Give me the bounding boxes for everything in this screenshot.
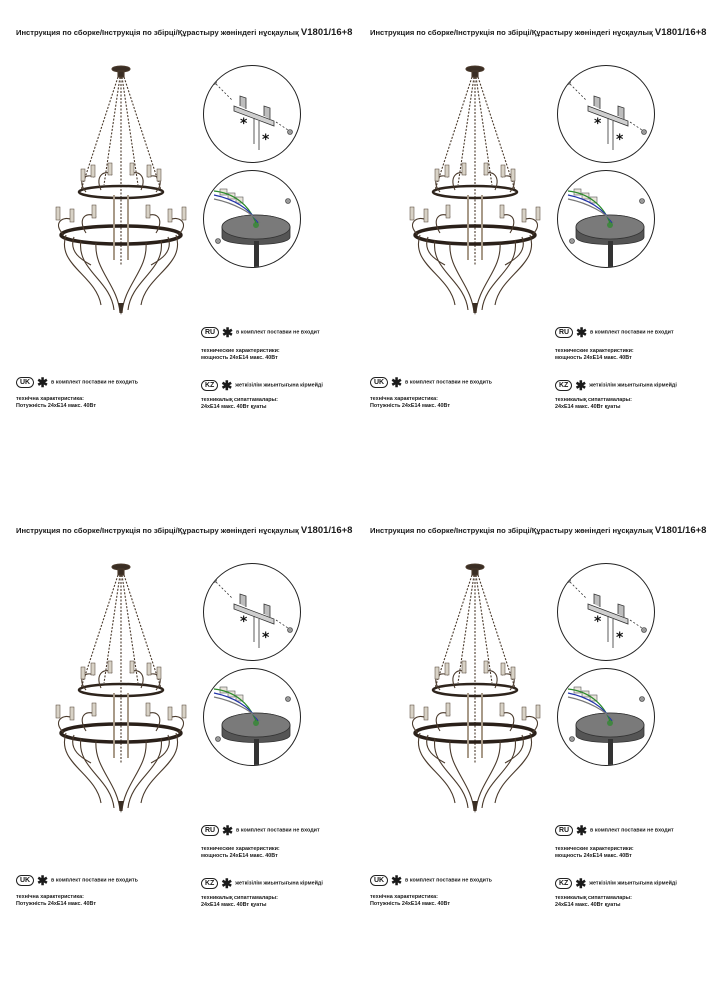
ru-spec-value: мощность 24хЕ14 макс. 40Вт — [555, 354, 632, 361]
ru-badge: RU — [555, 327, 573, 338]
ru-spec — [201, 846, 280, 859]
ru-spec-value: мощность 24хЕ14 макс. 40Вт — [201, 852, 278, 859]
ru-spec-title: технические характеристики: — [201, 348, 280, 354]
uk-badge: UK — [16, 377, 34, 388]
svg-text:*: * — [594, 614, 602, 630]
asterisk-icon: ✱ — [391, 375, 403, 390]
mounting-bracket-diagram — [203, 65, 301, 163]
ru-spec-title: технические характеристики: — [201, 846, 280, 852]
instruction-panel — [16, 27, 356, 507]
svg-text:*: * — [262, 630, 270, 646]
model-code: V1801/16+8 — [654, 525, 707, 536]
uk-badge: UK — [370, 875, 388, 886]
uk-note: в комплект поставки не входить — [405, 379, 492, 386]
mounting-bracket-diagram — [557, 563, 655, 661]
ru-badge: RU — [201, 825, 219, 836]
kz-note-row — [201, 878, 323, 889]
kz-note: жеткізілім жиынтығына кірмейді — [589, 880, 677, 887]
chandelier-image — [46, 65, 196, 315]
ru-spec-value: мощность 24хЕ14 макс. 40Вт — [555, 852, 632, 859]
svg-text:*: * — [594, 116, 602, 132]
ru-spec-value: мощность 24хЕ14 макс. 40Вт — [201, 354, 278, 361]
uk-spec — [370, 894, 450, 907]
uk-note-row — [370, 875, 492, 886]
kz-spec-title: техникалық сипаттамалары: — [555, 397, 632, 403]
asterisk-icon: ✱ — [222, 325, 234, 340]
ru-badge: RU — [201, 327, 219, 338]
uk-spec-value: Потужність 24хЕ14 макс. 40Вт — [370, 900, 450, 907]
kz-spec-value: 24хЕ14 макс. 40Вт қуаты — [201, 901, 267, 908]
asterisk-icon: ✱ — [222, 823, 234, 838]
uk-note-row — [370, 377, 492, 388]
uk-spec-title: технічна характеристика: — [370, 894, 438, 900]
ru-note: в комплект поставки не входит — [236, 329, 320, 336]
svg-text:*: * — [262, 132, 270, 148]
asterisk-icon: ✱ — [221, 876, 233, 891]
kz-badge: KZ — [555, 878, 572, 889]
ru-note-row — [555, 825, 674, 836]
title-text: Инструкция по сборке/Інструкція по збірці/Құрастыру жөніндегі нұсқаулық — [370, 28, 653, 37]
uk-note: в комплект поставки не входить — [51, 379, 138, 386]
mounting-bracket-diagram — [557, 65, 655, 163]
kz-spec — [201, 895, 278, 908]
ru-note: в комплект поставки не входит — [236, 827, 320, 834]
ru-spec — [201, 348, 280, 361]
wiring-connection-diagram — [557, 170, 655, 268]
chandelier-image — [400, 65, 550, 315]
kz-spec — [201, 397, 278, 410]
chandelier-image — [46, 563, 196, 813]
asterisk-icon: ✱ — [37, 873, 49, 888]
kz-badge: KZ — [555, 380, 572, 391]
svg-text:*: * — [616, 132, 624, 148]
model-code: V1801/16+8 — [654, 27, 707, 38]
uk-badge: UK — [370, 377, 388, 388]
kz-note-row — [555, 878, 677, 889]
asterisk-icon: ✱ — [576, 823, 588, 838]
kz-note: жеткізілім жиынтығына кірмейді — [235, 382, 323, 389]
kz-spec-title: техникалық сипаттамалары: — [201, 895, 278, 901]
kz-spec — [555, 397, 632, 410]
kz-spec — [555, 895, 632, 908]
uk-spec-title: технічна характеристика: — [370, 396, 438, 402]
svg-text:*: * — [616, 630, 624, 646]
uk-note: в комплект поставки не входить — [51, 877, 138, 884]
asterisk-icon: ✱ — [221, 378, 233, 393]
instruction-title — [370, 27, 706, 38]
uk-spec-value: Потужність 24хЕ14 макс. 40Вт — [16, 900, 96, 907]
ru-note: в комплект поставки не входит — [590, 827, 674, 834]
title-text: Инструкция по сборке/Інструкція по збірці/Құрастыру жөніндегі нұсқаулық — [16, 28, 299, 37]
kz-note: жеткізілім жиынтығына кірмейді — [235, 880, 323, 887]
kz-spec-title: техникалық сипаттамалары: — [555, 895, 632, 901]
kz-spec-title: техникалық сипаттамалары: — [201, 397, 278, 403]
kz-note: жеткізілім жиынтығына кірмейді — [589, 382, 677, 389]
asterisk-icon: ✱ — [576, 325, 588, 340]
wiring-connection-diagram — [203, 170, 301, 268]
uk-spec-value: Потужність 24хЕ14 макс. 40Вт — [16, 402, 96, 409]
instruction-title — [16, 525, 352, 536]
uk-spec — [16, 894, 96, 907]
uk-note-row — [16, 377, 138, 388]
wiring-connection-diagram — [557, 668, 655, 766]
kz-note-row — [555, 380, 677, 391]
ru-spec-title: технические характеристики: — [555, 846, 634, 852]
wiring-connection-diagram — [203, 668, 301, 766]
instruction-title — [16, 27, 352, 38]
uk-spec — [16, 396, 96, 409]
chandelier-image — [400, 563, 550, 813]
uk-note: в комплект поставки не входить — [405, 877, 492, 884]
asterisk-icon: ✱ — [575, 378, 587, 393]
kz-note-row — [201, 380, 323, 391]
kz-spec-value: 24хЕ14 макс. 40Вт қуаты — [201, 403, 267, 410]
ru-badge: RU — [555, 825, 573, 836]
ru-spec — [555, 348, 634, 361]
asterisk-icon: ✱ — [391, 873, 403, 888]
instruction-panel — [16, 525, 356, 1005]
svg-text:*: * — [240, 614, 248, 630]
kz-spec-value: 24хЕ14 макс. 40Вт қуаты — [555, 403, 621, 410]
ru-note: в комплект поставки не входит — [590, 329, 674, 336]
uk-spec-value: Потужність 24хЕ14 макс. 40Вт — [370, 402, 450, 409]
kz-badge: KZ — [201, 878, 218, 889]
kz-spec-value: 24хЕ14 макс. 40Вт қуаты — [555, 901, 621, 908]
ru-note-row — [201, 327, 320, 338]
model-code: V1801/16+8 — [300, 27, 353, 38]
title-text: Инструкция по сборке/Інструкція по збірці/Құрастыру жөніндегі нұсқаулық — [16, 526, 299, 535]
title-text: Инструкция по сборке/Інструкція по збірці/Құрастыру жөніндегі нұсқаулық — [370, 526, 653, 535]
uk-note-row — [16, 875, 138, 886]
asterisk-icon: ✱ — [575, 876, 587, 891]
ru-spec — [555, 846, 634, 859]
uk-badge: UK — [16, 875, 34, 886]
ru-note-row — [201, 825, 320, 836]
kz-badge: KZ — [201, 380, 218, 391]
instruction-panel — [370, 525, 707, 1005]
instruction-title — [370, 525, 706, 536]
svg-text:*: * — [240, 116, 248, 132]
model-code: V1801/16+8 — [300, 525, 353, 536]
uk-spec-title: технічна характеристика: — [16, 894, 84, 900]
ru-note-row — [555, 327, 674, 338]
asterisk-icon: ✱ — [37, 375, 49, 390]
uk-spec — [370, 396, 450, 409]
mounting-bracket-diagram — [203, 563, 301, 661]
ru-spec-title: технические характеристики: — [555, 348, 634, 354]
instruction-panel — [370, 27, 707, 507]
uk-spec-title: технічна характеристика: — [16, 396, 84, 402]
